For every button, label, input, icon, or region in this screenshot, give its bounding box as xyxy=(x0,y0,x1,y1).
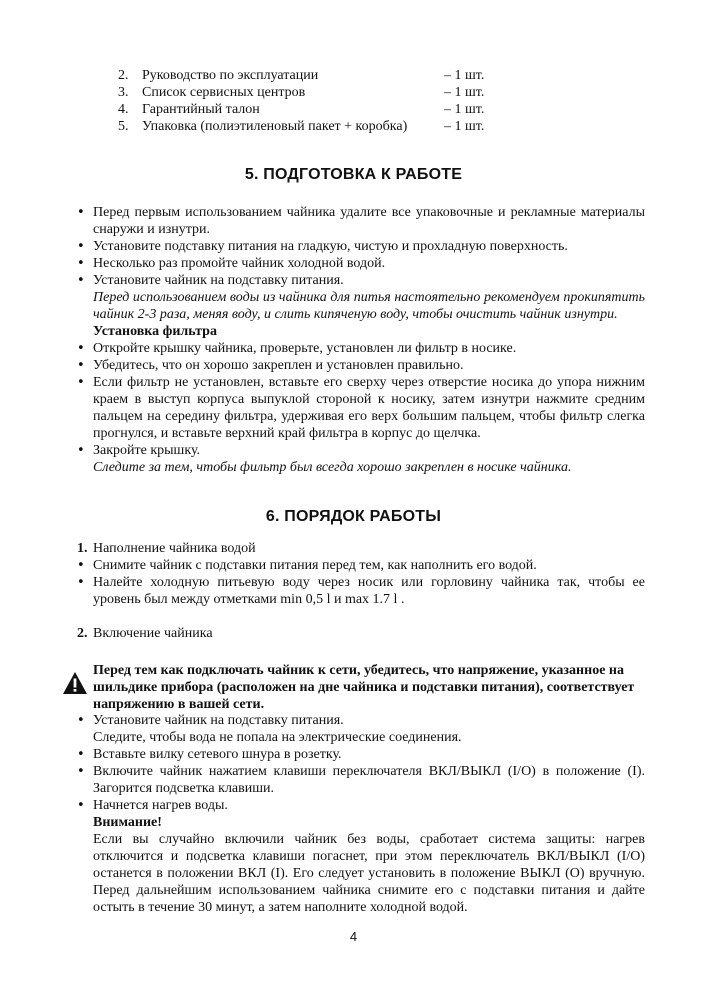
section-5-heading: 5. ПОДГОТОВКА К РАБОТЕ xyxy=(244,166,463,183)
list-item: • Установите чайник на подставку питания. xyxy=(75,712,645,729)
list-item: • Закройте крышку. xyxy=(75,442,645,459)
package-contents-list xyxy=(118,67,498,135)
list-item xyxy=(118,67,498,84)
item-quantity: – 1 шт. xyxy=(444,85,485,100)
section-6-part2 xyxy=(75,625,645,642)
list-item: • Откройте крышку чайника, проверьте, установлен ли фильтр в носике. xyxy=(75,340,645,357)
item-text: Руководство по эксплуатации xyxy=(142,68,319,83)
item-number: 4. xyxy=(118,102,129,117)
list-item: • Установите подставку питания на гладкую, чистую и прохладную поверхность. xyxy=(75,238,645,255)
voltage-warning xyxy=(62,662,646,713)
filter-note: Следите за тем, чтобы фильтр был всегда хорошо закреплен в носике чайника. xyxy=(93,460,572,475)
list-item: • Установите чайник на подставку питания. xyxy=(75,272,645,289)
item-text: Список сервисных центров xyxy=(142,85,306,100)
list-item: • Перед первым использованием чайника удалите все упаковочные и рекламные материалы снаружи и изнутри. xyxy=(75,204,645,238)
list-item: • Снимите чайник с подставки питания перед тем, как наполнить его водой. xyxy=(75,557,645,574)
section-6-part3 xyxy=(75,712,645,916)
list-item: • Начнется нагрев воды. xyxy=(75,797,645,814)
list-item: • Включите чайник нажатием клавиши переключателя ВКЛ/ВЫКЛ (I/O) в положение (I). Загорится подсветка клавиши. xyxy=(75,763,645,797)
item-number: 5. xyxy=(118,119,129,134)
item-text: Наполнение чайника водой xyxy=(93,541,256,556)
warning-icon xyxy=(62,671,88,695)
section-5-body xyxy=(75,204,645,476)
item-number: 1. xyxy=(77,541,88,556)
list-item: • Если фильтр не установлен, вставьте его сверху через отверстие носика до упора нижним краем в выступ корпуса выпуклой стороной к носику, затем изнутри нажмите средним пальцем на середину фильтра, удерживая его верх большим пальцем, чтобы фильтр слегка прогнулся, и вставьте верхний край фильтра в корпус до щелчка. xyxy=(75,374,645,442)
list-item-continuation: Следите, чтобы вода не попала на электрические соединения. xyxy=(93,730,462,745)
section-6-part1 xyxy=(75,540,645,608)
item-text: Упаковка (полиэтиленовый пакет + коробка) xyxy=(142,119,408,134)
item-text: Гарантийный талон xyxy=(142,102,260,117)
list-item: • Налейте холодную питьевую воду через носик или горловину чайника так, чтобы ее уровень был между отметками min 0,5 l и max 1.7 l . xyxy=(75,574,645,608)
item-number: 3. xyxy=(118,85,129,100)
list-item xyxy=(118,118,498,135)
attention-text: Если вы случайно включили чайник без воды, сработает система защиты: нагрев отключится и подсветка клавиши погаснет, при этом переключатель ВКЛ/ВЫКЛ (I/O) останется в положении ВКЛ (I). Его следует установить в положение ВЫКЛ (O) вручную. Перед дальнейшим использованием чайника снимите его с подставки питания и дайте остыть в течение 30 минут, а затем наполните холодной водой. xyxy=(93,832,645,915)
list-item xyxy=(118,84,498,101)
filter-subheading: Установка фильтра xyxy=(93,324,217,339)
list-item xyxy=(118,101,498,118)
numbered-item xyxy=(75,625,645,642)
item-quantity: – 1 шт. xyxy=(444,102,485,117)
item-number: 2. xyxy=(77,626,88,641)
list-item: • Вставьте вилку сетевого шнура в розетку. xyxy=(75,746,645,763)
attention-title: Внимание! xyxy=(93,815,162,830)
numbered-item xyxy=(75,540,645,557)
item-quantity: – 1 шт. xyxy=(444,68,485,83)
item-text: Включение чайника xyxy=(93,626,213,641)
item-quantity: – 1 шт. xyxy=(444,119,485,134)
section-6-heading: 6. ПОРЯДОК РАБОТЫ xyxy=(265,508,442,525)
rinse-note: Перед использованием воды из чайника для питья настоятельно рекомендуем прокипятить чайник 2-3 раза, меняя воду, и слить кипяченую воду, чтобы очистить чайник изнутри. xyxy=(93,290,645,322)
list-item: • Несколько раз промойте чайник холодной водой. xyxy=(75,255,645,272)
warning-text: Перед тем как подключать чайник к сети, убедитесь, что напряжение, указанное на шильдике прибора (расположен на дне чайника и подставки питания), соответствует напряжению в вашей сети. xyxy=(93,663,635,712)
page-number: 4 xyxy=(349,929,358,944)
list-item: • Убедитесь, что он хорошо закреплен и установлен правильно. xyxy=(75,357,645,374)
item-number: 2. xyxy=(118,68,129,83)
